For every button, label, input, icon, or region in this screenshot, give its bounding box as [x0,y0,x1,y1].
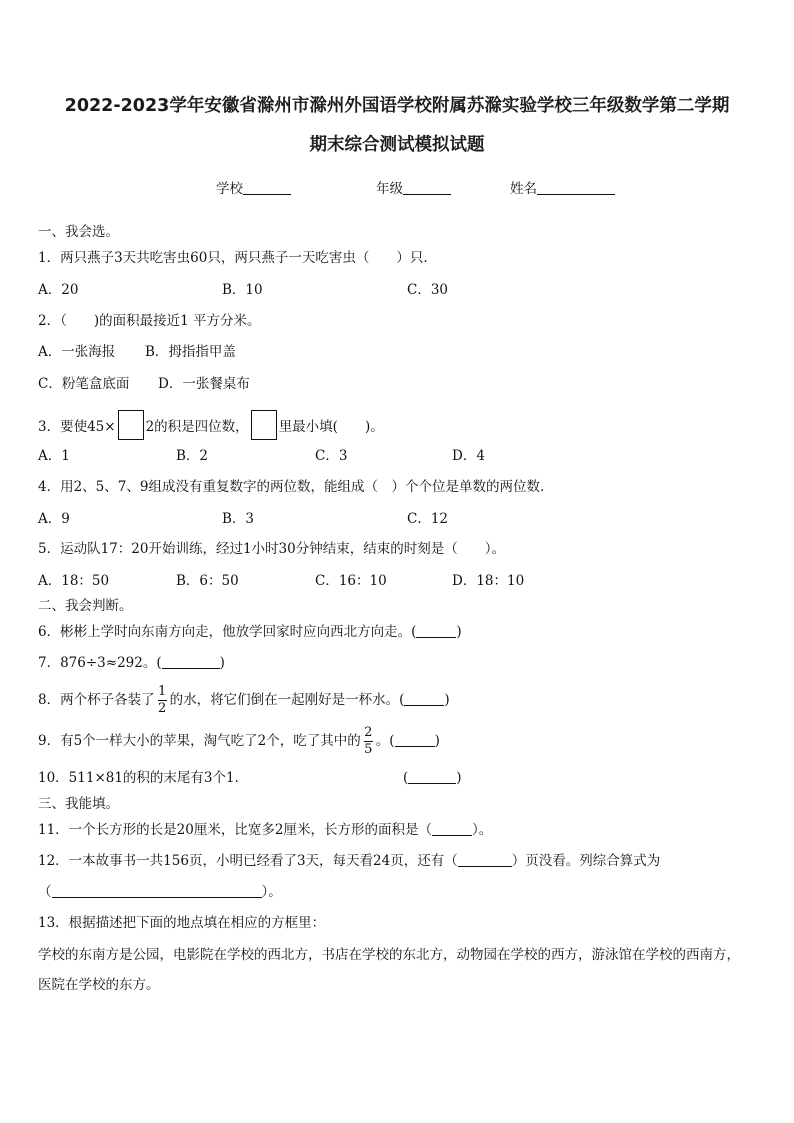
q3-option-a[interactable]: A．1 [38,448,70,464]
question-1-text: 1．两只燕子3天共吃害虫60只，两只燕子一天吃害虫（ ）只. [38,250,428,266]
q3-text-part-1: 3．要使45× [38,419,116,435]
question-11-text [38,821,492,839]
name-field[interactable] [510,180,615,198]
q8-text-part-1: 8．两个杯子各装了 [38,692,155,708]
q8-close: ) [444,692,450,708]
q4-option-c[interactable]: C．12 [407,511,449,527]
q9-denominator: 5 [364,742,373,757]
q12-open: （ [38,884,52,900]
q12-close: ）。 [261,884,282,900]
q4-option-a[interactable]: A．9 [38,511,70,527]
q10-close: ) [456,770,462,786]
document-title-line-2: 期末综合测试模拟试题 [309,135,485,155]
q1-option-b[interactable]: B．10 [222,282,263,298]
q3-option-b[interactable]: B．2 [176,448,209,464]
q8-numerator: 1 [157,684,167,699]
question-13-description-line-2: 医院在学校的东方。 [38,977,160,993]
q12-pages-blank[interactable] [458,852,512,867]
q9-numerator: 2 [364,725,373,740]
q5-option-a[interactable]: A．18：50 [38,573,110,589]
question-3-text [38,410,384,440]
q3-text-part-3: 里最小填( )。 [278,419,384,435]
q6-text: 6．彬彬上学时向东南方向走，他放学回家时应向西北方向走。( [38,624,417,640]
document-title-line-1: 2022-2023学年安徽省滁州市滁州外国语学校附属苏滁实验学校三年级数学第二学期 [64,96,730,116]
q1-option-a[interactable]: A．20 [38,282,79,298]
q5-option-b[interactable]: B．6：50 [176,573,239,589]
q7-close: ) [219,655,225,671]
q9-close: ) [434,733,440,749]
question-7-text [38,654,225,672]
q2-option-c[interactable]: C．粉笔盒底面 [38,376,130,392]
q3-option-c[interactable]: C．3 [315,448,348,464]
q9-answer-blank[interactable] [395,732,435,747]
q3-answer-box-1[interactable] [118,410,144,440]
q3-answer-box-2[interactable] [251,410,277,440]
grade-field[interactable] [376,180,451,198]
question-4-text: 4．用2、5、7、9组成没有重复数字的两位数，能组成（ ）个个位是单数的两位数. [38,479,545,495]
name-label: 姓名 [510,181,537,197]
q2-option-d[interactable]: D．一张餐桌布 [158,376,250,392]
q8-text-part-2: 的水，将它们倒在一起刚好是一杯水。( [169,692,405,708]
q12-formula-blank[interactable] [52,883,262,898]
q10-answer [403,769,462,787]
q11-close: ）。 [471,822,493,838]
question-9-text [38,722,440,760]
q11-text: 11．一个长方形的长是20厘米，比宽多2厘米，长方形的面积是（ [38,822,432,838]
question-5-text: 5．运动队17：20开始训练，经过1小时30分钟结束，结束的时刻是（ ）。 [38,541,505,557]
q2-option-b[interactable]: B．拇指指甲盖 [145,344,236,360]
q10-answer-blank[interactable] [408,769,456,784]
q1-option-c[interactable]: C．30 [407,282,449,298]
q8-denominator: 2 [157,701,167,716]
question-6-text [38,623,462,641]
q12-text-part-1: 12．一本故事书一共156页，小明已经看了3天，每天看24页，还有（ [38,853,458,869]
question-10-text: 10．511×81的积的末尾有3个1． [38,770,249,786]
q3-option-d[interactable]: D．4 [452,448,485,464]
section-heading-choice: 一、我会选。 [38,224,119,240]
question-8-text [38,682,450,718]
q9-fraction [364,726,373,757]
grade-label: 年级 [376,181,403,197]
q6-answer-blank[interactable] [416,623,456,638]
q7-answer-blank[interactable] [162,654,220,669]
q5-option-c[interactable]: C．16：10 [315,573,387,589]
q2-option-a[interactable]: A．一张海报 [38,344,116,360]
q6-close: ) [456,624,462,640]
question-2-text: 2．（ )的面积最接近1 平方分米。 [38,313,261,329]
q10-open: ( [403,770,409,786]
q4-option-b[interactable]: B．3 [222,511,255,527]
section-heading-fill: 三、我能填。 [38,796,119,812]
q9-text-part-1: 9．有5个一样大小的苹果，淘气吃了2个，吃了其中的 [38,733,361,749]
school-field[interactable] [216,180,291,198]
q5-option-d[interactable]: D．18：10 [452,573,525,589]
school-label: 学校 [216,181,243,197]
question-13-text: 13．根据描述把下面的地点填在相应的方框里： [38,915,326,931]
section-heading-judge: 二、我会判断。 [38,598,133,614]
q9-text-part-2: 。( [375,733,395,749]
question-12-text [38,852,660,870]
question-12-formula-line [38,883,282,901]
q12-text-part-2: ）页没看。列综合算式为 [511,853,661,869]
q8-answer-blank[interactable] [404,691,444,706]
q8-fraction [158,685,167,716]
q11-answer-blank[interactable] [432,821,472,836]
question-13-description-line-1: 学校的东南方是公园，电影院在学校的西北方，书店在学校的东北方，动物园在学校的西方，游泳馆在学校的西南方， [38,947,740,963]
q7-text: 7．876÷3≈292。( [38,655,162,671]
q3-text-part-2: 2的积是四位数， [145,419,249,435]
